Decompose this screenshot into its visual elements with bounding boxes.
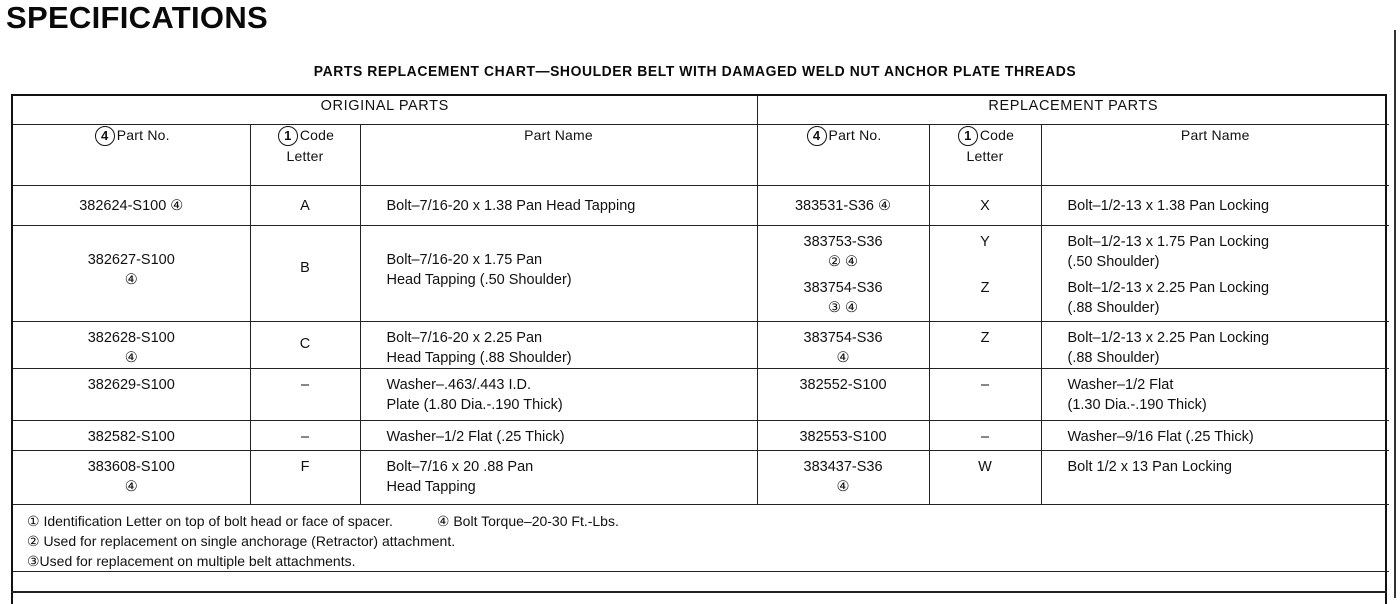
- group-header-row: [13, 96, 1389, 125]
- part-name-line: Bolt–1/2-13 x 2.25 Pan Locking: [1067, 280, 1270, 296]
- part-no: 383437-S36: [803, 459, 883, 475]
- orig-part-name-cell: [360, 226, 757, 322]
- circled-4-icon: 4: [95, 126, 115, 146]
- col-label: Letter: [286, 148, 324, 165]
- parts-table-frame: [11, 94, 1387, 604]
- code-letter: –: [980, 429, 990, 445]
- code-letter: Z: [980, 280, 990, 296]
- orig-part-no-cell: [13, 322, 250, 369]
- notes-row: [13, 505, 1389, 572]
- part-no: 383753-S36: [803, 234, 883, 250]
- repl-part-name-cell: [1041, 421, 1389, 451]
- orig-code-cell: A: [250, 186, 360, 226]
- orig-code-cell: B: [250, 226, 360, 322]
- orig-code-cell: C: [250, 322, 360, 369]
- part-no: 382552-S100: [799, 377, 887, 393]
- part-no: 382582-S100: [87, 429, 175, 445]
- part-name-line: Bolt 1/2 x 13 Pan Locking: [1067, 459, 1232, 475]
- orig-part-name-cell: [360, 322, 757, 369]
- orig-part-name-cell: [360, 421, 757, 451]
- orig-part-no-cell: [13, 451, 250, 505]
- orig-part-name-cell: [360, 369, 757, 421]
- table-row: [13, 369, 1389, 421]
- repl-code-cell: [929, 451, 1041, 505]
- footnote-marks: ④: [124, 350, 138, 366]
- part-no: 382624-S100 ④: [79, 198, 184, 214]
- repl-code-cell: [929, 322, 1041, 369]
- circled-1-icon: 1: [278, 126, 298, 146]
- orig-part-no-cell: [13, 421, 250, 451]
- part-name-line: Bolt–7/16-20 x 1.38 Pan Head Tapping: [386, 198, 636, 214]
- parts-replacement-table: [13, 96, 1389, 572]
- part-name-line: Bolt–1/2-13 x 1.38 Pan Locking: [1067, 198, 1270, 214]
- bottom-rule: [11, 591, 1387, 593]
- page-title: SPECIFICATIONS: [6, 0, 268, 35]
- repl-code-cell: [929, 186, 1041, 226]
- part-no: 382629-S100: [87, 377, 175, 393]
- col-label: Code: [299, 127, 335, 143]
- part-no: 383754-S36: [803, 330, 883, 346]
- table-body: [13, 186, 1389, 505]
- blank: [940, 298, 1031, 318]
- table-row: [13, 186, 1389, 226]
- col-orig-code-letter: [250, 125, 360, 186]
- col-label: Part No.: [828, 127, 882, 143]
- repl-part-no-cell: [757, 186, 929, 226]
- blank: [940, 477, 1031, 497]
- orig-code-cell: F: [250, 451, 360, 505]
- col-label: Code: [979, 127, 1015, 143]
- circled-1-icon: 1: [958, 126, 978, 146]
- part-no: 382628-S100: [87, 330, 175, 346]
- repl-part-name-cell: [1041, 451, 1389, 505]
- code-letter: Z: [980, 330, 990, 346]
- repl-part-no-cell: [757, 322, 929, 369]
- col-repl-code-letter: [929, 125, 1041, 186]
- part-name-line: Bolt–1/2-13 x 1.75 Pan Locking: [1067, 234, 1270, 250]
- part-name-line: (.88 Shoulder): [1067, 350, 1160, 366]
- orig-part-no-cell: [13, 226, 250, 322]
- footnote-marks: ② ④: [828, 254, 859, 270]
- orig-code-cell: –: [250, 421, 360, 451]
- group-replacement-parts: REPLACEMENT PARTS: [757, 96, 1389, 125]
- orig-part-name-cell: [360, 186, 757, 226]
- code-letter: X: [980, 198, 990, 214]
- table-row: [13, 421, 1389, 451]
- part-name-line: Bolt–7/16-20 x 2.25 Pan: [386, 330, 543, 346]
- part-name-line: Head Tapping: [386, 479, 476, 495]
- code-letter: Y: [980, 234, 990, 250]
- column-header-row: [13, 125, 1389, 186]
- repl-code-cell: [929, 369, 1041, 421]
- footnote-2: ② Used for replacement on single anchorage (Retractor) attachment.: [27, 533, 456, 549]
- part-name-line: Washer–1/2 Flat (.25 Thick): [386, 429, 565, 445]
- part-name-line: Bolt–7/16-20 x 1.75 Pan: [386, 252, 543, 268]
- table-row: [13, 226, 1389, 322]
- part-name-line: Head Tapping (.88 Shoulder): [386, 350, 572, 366]
- col-repl-part-no: [757, 125, 929, 186]
- footnote-marks: ④: [124, 272, 138, 288]
- repl-part-no-cell: [757, 421, 929, 451]
- orig-part-no-cell: [13, 186, 250, 226]
- part-name-line: Washer–1/2 Flat: [1067, 377, 1174, 393]
- repl-code-cell: [929, 226, 1041, 322]
- part-name-line: (.50 Shoulder): [1067, 254, 1160, 270]
- repl-code-cell: [929, 421, 1041, 451]
- footnote-marks: ④: [836, 479, 850, 495]
- table-row: [13, 451, 1389, 505]
- part-name-line: Washer–9/16 Flat (.25 Thick): [1067, 429, 1254, 445]
- part-no: 383754-S36: [803, 280, 883, 296]
- part-name-line: Bolt–1/2-13 x 2.25 Pan Locking: [1067, 330, 1270, 346]
- part-name-line: Head Tapping (.50 Shoulder): [386, 272, 572, 288]
- part-no: 382553-S100: [799, 429, 887, 445]
- orig-part-name-cell: [360, 451, 757, 505]
- footnote-marks: ④: [124, 479, 138, 495]
- part-no: 382627-S100: [87, 252, 175, 268]
- chart-title: PARTS REPLACEMENT CHART—SHOULDER BELT WITH DAMAGED WELD NUT ANCHOR PLATE THREADS: [313, 64, 1077, 80]
- col-label: Letter: [966, 148, 1004, 165]
- code-letter: W: [978, 459, 992, 475]
- table-row: [13, 322, 1389, 369]
- orig-part-no-cell: [13, 369, 250, 421]
- blank: [940, 252, 1031, 272]
- col-orig-part-name: Part Name: [360, 125, 757, 186]
- footnote-4: ④ Bolt Torque–20-30 Ft.-Lbs.: [436, 513, 619, 529]
- orig-code-cell: –: [250, 369, 360, 421]
- group-original-parts: ORIGINAL PARTS: [13, 96, 757, 125]
- footnotes: [13, 505, 1389, 572]
- footnote-line: [27, 511, 1375, 531]
- footnote-marks: ③ ④: [828, 300, 859, 316]
- blank: [940, 348, 1031, 368]
- repl-part-no-cell: [757, 451, 929, 505]
- col-label: Part No.: [116, 127, 170, 143]
- code-letter: –: [980, 377, 990, 393]
- page-edge-rule: [1394, 30, 1396, 598]
- blank: [768, 395, 919, 415]
- part-name-line: Washer–.463/.443 I.D.: [386, 377, 532, 393]
- circled-4-icon: 4: [807, 126, 827, 146]
- part-name-line: (.88 Shoulder): [1067, 300, 1160, 316]
- repl-part-name-cell: [1041, 369, 1389, 421]
- part-no: 383531-S36 ④: [794, 198, 892, 214]
- part-name-line: Plate (1.80 Dia.-.190 Thick): [386, 397, 563, 413]
- part-no: 383608-S100: [87, 459, 175, 475]
- repl-part-no-cell: [757, 369, 929, 421]
- blank: [940, 395, 1031, 415]
- part-name-line: (1.30 Dia.-.190 Thick): [1067, 397, 1207, 413]
- repl-part-name-cell: [1041, 322, 1389, 369]
- col-orig-part-no: [13, 125, 250, 186]
- footnote-1: ① Identification Letter on top of bolt head or face of spacer.: [27, 513, 393, 529]
- footnote-3: ③Used for replacement on multiple belt attachments.: [27, 553, 356, 569]
- repl-part-no-cell: [757, 226, 929, 322]
- col-repl-part-name: Part Name: [1041, 125, 1389, 186]
- repl-part-name-cell: [1041, 226, 1389, 322]
- repl-part-name-cell: [1041, 186, 1389, 226]
- part-name-line: Bolt–7/16 x 20 .88 Pan: [386, 459, 534, 475]
- footnote-marks: ④: [836, 350, 850, 366]
